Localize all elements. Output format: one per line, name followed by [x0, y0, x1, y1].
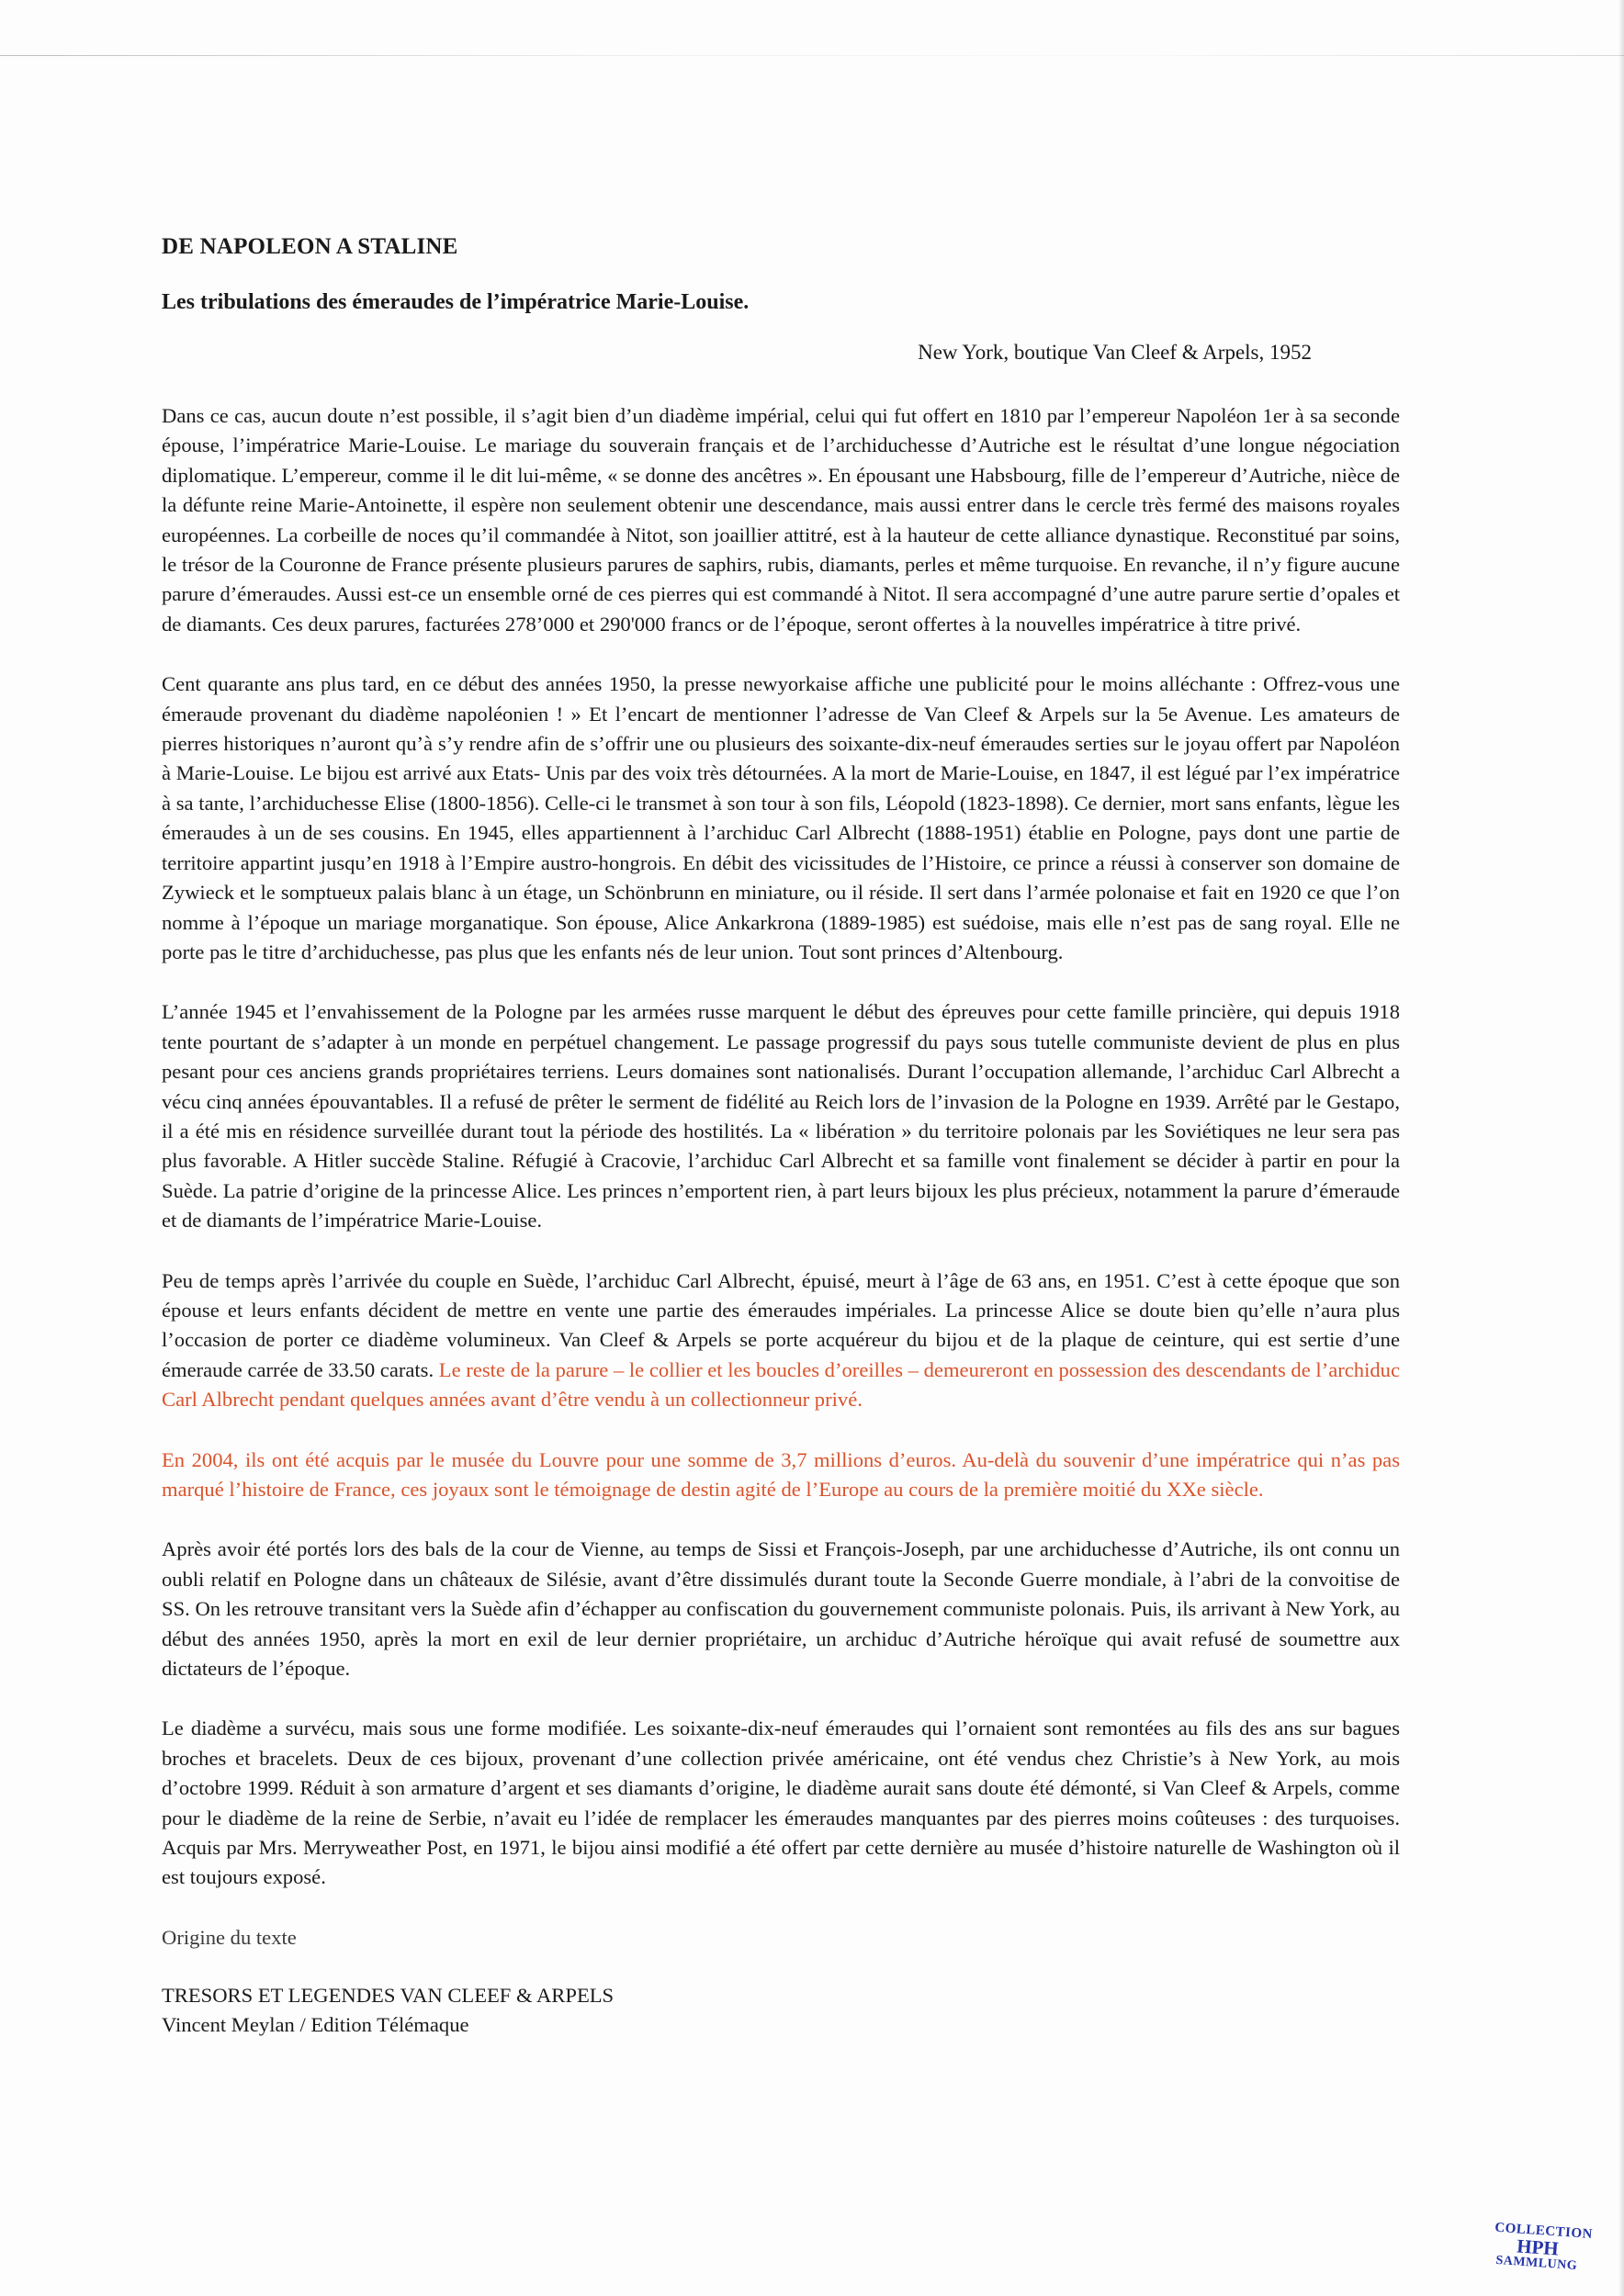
- body-paragraph: [162, 670, 1400, 967]
- collection-stamp: [1492, 2220, 1594, 2274]
- body-paragraph: [162, 1535, 1400, 1683]
- stamp-line-3: SAMMLUNG: [1494, 2253, 1578, 2274]
- paragraph-list: [162, 401, 1400, 1893]
- paragraph-text: L’année 1945 et l’envahissement de la Pologne par les armées russe marquent le début des épreuves pour cette famille princière, qui depuis 1918 tente pourtant de s’adapter à un monde en perpétuel changement. Le passage progressif du pays sous tutelle communiste devient de plus en plus pesant pour ces anciens grands propriétaires terriens. Leurs domaines sont nationalisés. Durant l’occupation allemande, l’archiduc Carl Albrecht a vécu cinq années épouvantables. Il a refusé de prêter le serment de fidélité au Reich lors de l’invasion de la Pologne en 1939. Arrêté par le Gestapo, il a été mis en résidence surveillée durant tout la période des hostilités. La « libération » du territoire polonais par les Soviétiques ne leur sera pas plus favorable. A Hitler succède Staline. Réfugié à Cracovie, l’archiduc Carl Albrecht et sa famille vont finalement se décider à partir en pour la Suède. La patrie d’origine de la princesse Alice. Les princes n’emportent rien, à part leurs bijoux les plus précieux, notamment la parure d’émeraude et de diamants de l’impératrice Marie-Louise.: [162, 1000, 1400, 1232]
- document-subtitle: Les tribulations des émeraudes de l’impératrice Marie-Louise.: [162, 290, 750, 314]
- paragraph-text: Après avoir été portés lors des bals de la cour de Vienne, au temps de Sissi et François-Joseph, par une archiduchesse d’Autriche, ils ont connu un oubli relatif en Pologne dans un châteaux de Silésie, avant d’être dissimulés durant toute la Seconde Guerre mondiale, à l’abri de la convoitise de SS. On les retrouve transitant vers la Suède afin d’échapper au confiscation du gouvernement communiste polonais. Puis, ils arrivant à New York, au début des années 1950, après la mort en exil de leur dernier propriétaire, un archiduc d’Autriche héroïque qui avait refusé de soumettre aux dictateurs de l’époque.: [162, 1537, 1400, 1681]
- paragraph-highlighted-text: En 2004, ils ont été acquis par le musée du Louvre pour une somme de 3,7 millions d’euros. Au-delà du souvenir d’une impératrice qui n’as pas marqué l’histoire de France, ces joyaux sont le témoignage de destin agité de l’Europe au cours de la première moitié du XXe siècle.: [162, 1447, 1400, 1501]
- stamp-line-2: HPH: [1516, 2234, 1560, 2260]
- stamp-line-1: COLLECTION: [1494, 2220, 1594, 2243]
- body-paragraph: [162, 997, 1400, 1235]
- source-book-title: TRESORS ET LEGENDES VAN CLEEF & ARPELS: [162, 1983, 615, 2007]
- body-paragraph: [162, 1714, 1400, 1892]
- body-paragraph: [162, 1446, 1400, 1505]
- body-paragraph: [162, 1266, 1400, 1415]
- paragraph-text: Le diadème a survécu, mais sous une forme modifiée. Les soixante-dix-neuf émeraudes qui l’ornaient sont remontées au fils des ans sur bagues broches et bracelets. Deux de ces bijoux, provenant d’une collection privée américaine, ont été vendus chez Christie’s à New York, au mois d’octobre 1999. Réduit à son armature d’argent et ses diamants d’origine, le diadème aurait sans doute été démonté, si Van Cleef & Arpels, comme pour le diadème de la reine de Serbie, n’avait eu l’idée de remplacer les émeraudes manquantes par des pierres moins coûteuses : des turquoises. Acquis par Mrs. Merryweather Post, en 1971, le bijou ainsi modifié a été offert par cette dernière au musée d’histoire naturelle de Washington où il est toujours exposé.: [162, 1716, 1400, 1889]
- scan-artifact-right-edge: [1618, 0, 1624, 2296]
- source-label: Origine du texte: [162, 1925, 297, 1949]
- dateline: New York, boutique Van Cleef & Arpels, 1952: [918, 341, 1312, 364]
- document-title: DE NAPOLEON A STALINE: [162, 234, 458, 259]
- paragraph-text: Dans ce cas, aucun doute n’est possible, il s’agit bien d’un diadème impérial, celui qui fut offert en 1810 par l’empereur Napoléon 1er à sa seconde épouse, l’impératrice Marie-Louise. Le mariage du souverain français et de l’archiduchesse d’Autriche est le résultat d’une longue négociation diplomatique. L’empereur, comme il le dit lui-même, « se donne des ancêtres ». En épousant une Habsbourg, fille de l’empereur d’Autriche, nièce de la défunte reine Marie-Antoinette, il espère non seulement obtenir une descendance, mais aussi entrer dans le cercle très fermé des maisons royales européennes. La corbeille de noces qu’il commandée à Nitot, son joaillier attitré, est à la hauteur de cette alliance dynastique. Reconstitué par soins, le trésor de la Couronne de France présente plusieurs parures de saphirs, rubis, diamants, perles et même turquoise. En revanche, il n’y figure aucune parure d’émeraudes. Aussi est-ce un ensemble orné de ces pierres qui est commandé à Nitot. Il sera accompagné d’une autre parure sertie d’opales et de diamants. Ces deux parures, facturées 278’000 et 290'000 francs or de l’époque, seront offertes à la nouvelles impératrice à titre privé.: [162, 404, 1401, 636]
- paragraph-text: Peu de temps après l’arrivée du couple en Suède, l’archiduc Carl Albrecht, épuisé, meurt à l’âge de 63 ans, en 1951. C’est à cette époque que son épouse et leurs enfants décident de mettre en vente une partie des émeraudes impériales. La princesse Alice se doute bien qu’elle n’aura plus l’occasion de porter ce diadème volumineux. Van Cleef & Arpels se porte acquéreur du bijou et de la plaque de ceinture, qui est sertie d’une émeraude carrée de 33.50 carats.: [162, 1268, 1400, 1381]
- source-author-publisher: Vincent Meylan / Edition Télémaque: [162, 2012, 469, 2036]
- paragraph-text: Cent quarante ans plus tard, en ce début des années 1950, la presse newyorkaise affiche une publicité pour le moins alléchante : Offrez-vous une émeraude provenant du diadème napoléonien ! » Et l’encart de mentionner l’adresse de Van Cleef & Arpels sur la 5e Avenue. Les amateurs de pierres historiques n’auront qu’à s’y rendre afin de s’offrir une ou plusieurs des soixante-dix-neuf émeraudes serties sur le joyau offert par Napoléon à Marie-Louise. Le bijou est arrivé aux Etats- Unis par des voix très détournées. A la mort de Marie-Louise, en 1847, il est légué par l’ex impératrice à sa tante, l’archiduchesse Elise (1800-1856). Celle-ci le transmet à son tour à son fils, Léopold (1823-1898). Ce dernier, mort sans enfants, lègue les émeraudes à un de ses cousins. En 1945, elles appartiennent à l’archiduc Carl Albrecht (1888-1951) établie en Pologne, pays dont une partie de territoire appartint jusqu’en 1918 à l’Empire austro-hongrois. En débit des vicissitudes de l’Histoire, ce prince a réussi à conserver son domaine de Zywieck et le somptueux palais blanc à un étage, un Schönbrunn en miniature, ou il réside. Il sert dans l’armée polonaise et fait en 1920 ce que l’on nomme à l’époque un mariage morganatique. Son épouse, Alice Ankarkrona (1889-1985) est suédoise, mais elle n’est pas de sang royal. Elle ne porte pas le titre d’archiduchesse, pas plus que les enfants nés de leur union. Tout sont princes d’Altenbourg.: [162, 672, 1400, 963]
- scan-artifact-top-line: [0, 55, 1624, 56]
- document-body: [162, 234, 1400, 2040]
- paragraph-highlighted-text: Le reste de la parure – le collier et les boucles d’oreilles – demeureront en possession des descendants de l’archiduc Carl Albrecht pendant quelques années avant d’être vendu à un collectionneur privé.: [162, 1357, 1400, 1412]
- body-paragraph: [162, 401, 1400, 639]
